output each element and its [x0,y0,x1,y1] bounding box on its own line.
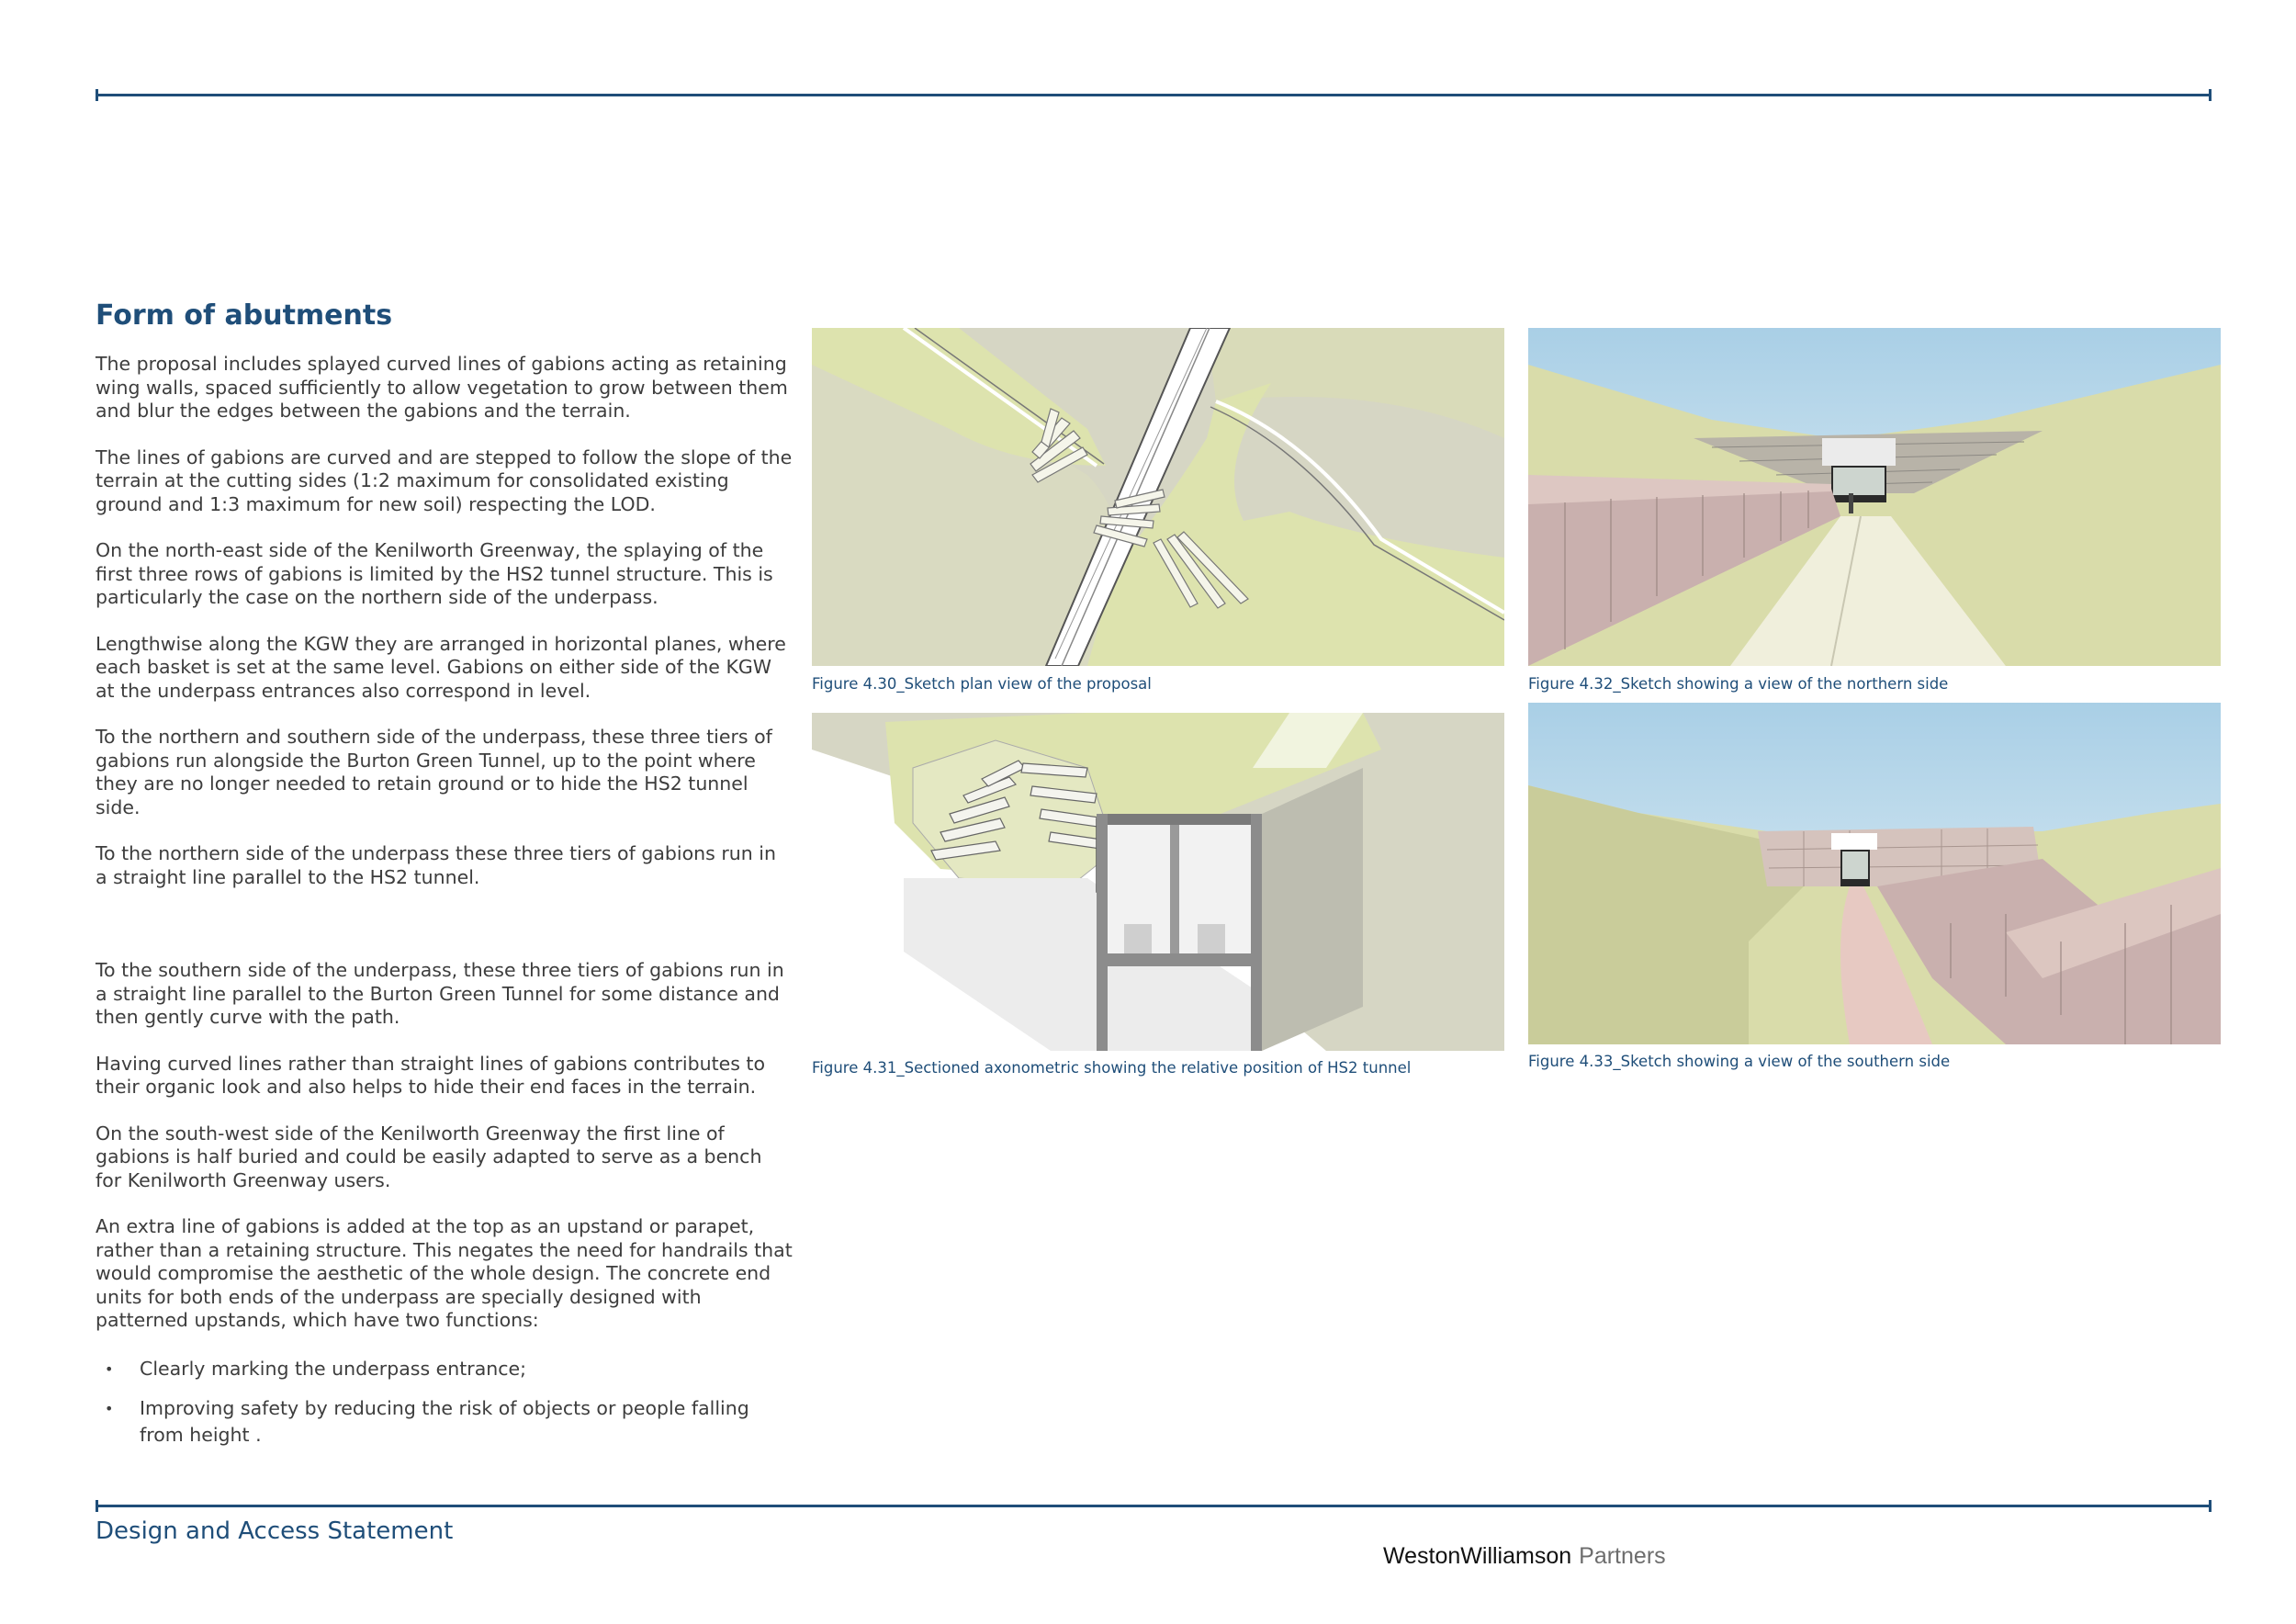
body-text [96,353,793,1461]
logo-secondary: Partners [1579,1543,1666,1569]
paragraph: To the northern side of the underpass these three tiers of gabions run in a straight line parallel to the HS2 tunnel. [96,842,776,888]
section-title: Form of abutments [96,299,393,332]
paragraph: To the southern side of the underpass, these three tiers of gabions run in a straight line parallel to the Burton Green Tunnel for some distance and then gently curve with the path. [96,959,784,1028]
bullet-list [96,1356,793,1449]
figure-4-33-southern-view-sketch [1528,703,2221,1044]
paragraph: The lines of gabions are curved and are stepped to follow the slope of the terrain at the cutting sides (1:2 maximum for consolidated existing ground and 1:3 maximum for new soil) respecting the LOD. [96,445,793,515]
company-logo [1383,1543,1666,1570]
bottom-rule [96,1505,2212,1507]
logo-primary: WestonWilliamson [1383,1543,1572,1569]
figure-4-31-axonometric-sketch [812,713,1504,1051]
figure-4-32-northern-view-sketch [1528,328,2221,666]
paragraph: Having curved lines rather than straight lines of gabions contributes to their organic look and also helps to hide their end faces in the terrain. [96,1052,766,1098]
figure-4-32-caption: Figure 4.32_Sketch showing a view of the northern side [1528,675,1949,693]
figure-4-30-plan-sketch [812,328,1504,666]
paragraph: To the northern and southern side of the underpass, these three tiers of gabions run alongside the Burton Green Tunnel, up to the point where they are no longer needed to retain ground or to hide the HS2 tunnel side. [96,726,772,818]
bullet-item: • Clearly marking the underpass entrance; [96,1356,793,1382]
figure-4-33-caption: Figure 4.33_Sketch showing a view of the southern side [1528,1053,1951,1070]
document-title: Design and Access Statement [96,1517,454,1545]
bullet-item: • Improving safety by reducing the risk of objects or people falling from height . [96,1395,793,1449]
figure-4-31-caption: Figure 4.31_Sectioned axonometric showing the relative position of HS2 tunnel [812,1059,1412,1077]
top-rule [96,94,2212,96]
paragraph: On the north-east side of the Kenilworth Greenway, the splaying of the first three rows of gabions is limited by the HS2 tunnel structure. This is particularly the case on the northern side of the underpass. [96,539,773,608]
paragraph: On the south-west side of the Kenilworth Greenway the first line of gabions is half buried and could be easily adapted to serve as a bench for Kenilworth Greenway users. [96,1122,762,1191]
paragraph: Lengthwise along the KGW they are arranged in horizontal planes, where each basket is set at the same level. Gabions on either side of the KGW at the underpass entrances also correspond in level. [96,632,786,702]
paragraph: The proposal includes splayed curved lines of gabions acting as retaining wing walls, spaced sufficiently to allow vegetation to grow between them and blur the edges between the gabions and the terrain. [96,353,788,422]
paragraph: An extra line of gabions is added at the top as an upstand or parapet, rather than a retaining structure. This negates the need for handrails that would compromise the aesthetic of the whole design. The concrete end units for both ends of the underpass are specially designed with patterned upstands, which have two functions: [96,1215,793,1331]
figure-4-30-caption: Figure 4.30_Sketch plan view of the proposal [812,675,1152,693]
